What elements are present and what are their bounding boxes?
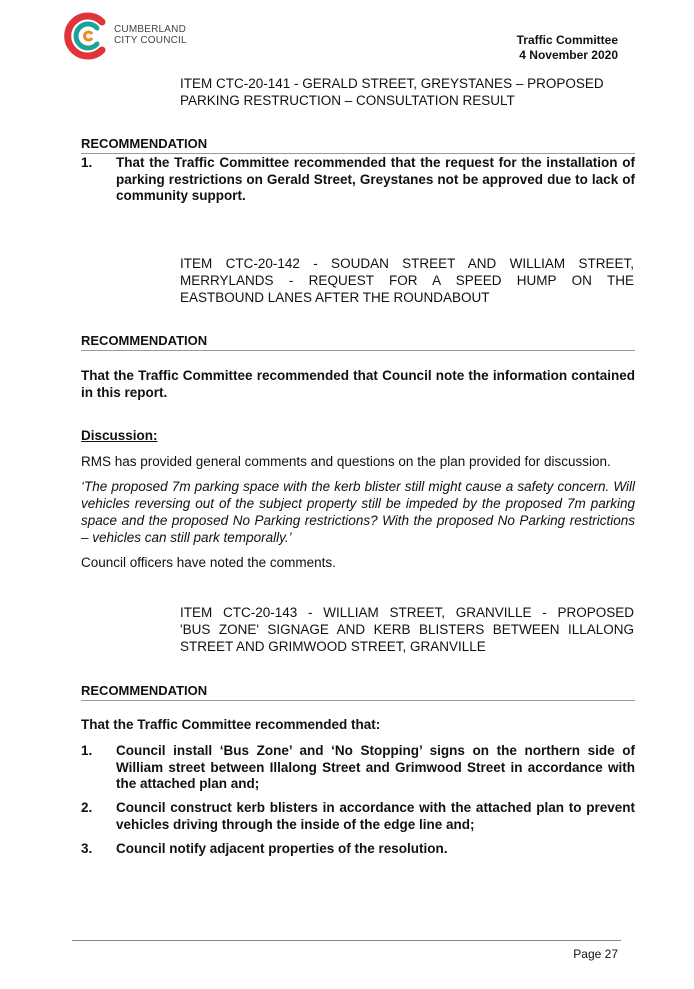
item-title-141: ITEM CTC-20-141 - GERALD STREET, GREYSTANES – PROPOSED PARKING RESTRUCTION – CONSULTATION RESULT <box>180 76 604 108</box>
recommendation-heading: RECOMMENDATION <box>81 136 635 154</box>
discussion-quote: ‘The proposed 7m parking space with the kerb blister still might cause a safety concern. Will vehicles reversing out of the subject property still be impeded by the proposed 7m parking space and the proposed No Parking restrictions? With the proposed No Parking restrictions – vehicles can still park temporally.’ <box>81 479 635 545</box>
item-title-143: ITEM CTC-20-143 - WILLIAM STREET, GRANVILLE - PROPOSED 'BUS ZONE' SIGNAGE AND KERB BLISTERS BETWEEN ILLALONG STREET AND GRIMWOOD STREET, GRANVILLE <box>180 605 634 654</box>
discussion-paragraph: Council officers have noted the comments. <box>81 555 336 570</box>
item-title-142: ITEM CTC-20-142 - SOUDAN STREET AND WILLIAM STREET, MERRYLANDS - REQUEST FOR A SPEED HUMP ON THE EASTBOUND LANES AFTER THE ROUNDABOUT <box>180 256 634 305</box>
header-meta <box>517 33 618 63</box>
discussion-heading: Discussion: <box>81 428 158 443</box>
discussion-paragraph: RMS has provided general comments and questions on the plan provided for discussion. <box>81 454 611 469</box>
footer-divider <box>72 940 621 941</box>
recommendation-intro: That the Traffic Committee recommended that: <box>81 717 381 732</box>
committee-name: Traffic Committee <box>516 33 618 47</box>
recommendation-item: 1. That the Traffic Committee recommended that the request for the installation of parking restrictions on Gerald Street, Greystanes not be approved due to lack of community support. <box>81 155 635 203</box>
recommendation-text: That the Traffic Committee recommended that Council note the information contained in this report. <box>81 368 635 400</box>
logo-text: CUMBERLAND CITY COUNCIL <box>114 24 187 46</box>
cumberland-logo-icon <box>62 12 110 60</box>
page-number: Page 27 <box>573 947 618 961</box>
recommendation-heading: RECOMMENDATION <box>81 333 635 351</box>
recommendation-item: 1. Council install ‘Bus Zone’ and ‘No Stopping’ signs on the northern side of William street between Illalong Street and Grimwood Street in accordance with the attached plan and; <box>81 743 635 791</box>
meeting-date: 4 November 2020 <box>519 48 618 62</box>
recommendation-item: 3. Council notify adjacent properties of the resolution. <box>81 841 448 856</box>
recommendation-item: 2. Council construct kerb blisters in accordance with the attached plan to prevent vehicles driving through the inside of the edge line and; <box>81 800 635 832</box>
recommendation-heading: RECOMMENDATION <box>81 683 635 701</box>
